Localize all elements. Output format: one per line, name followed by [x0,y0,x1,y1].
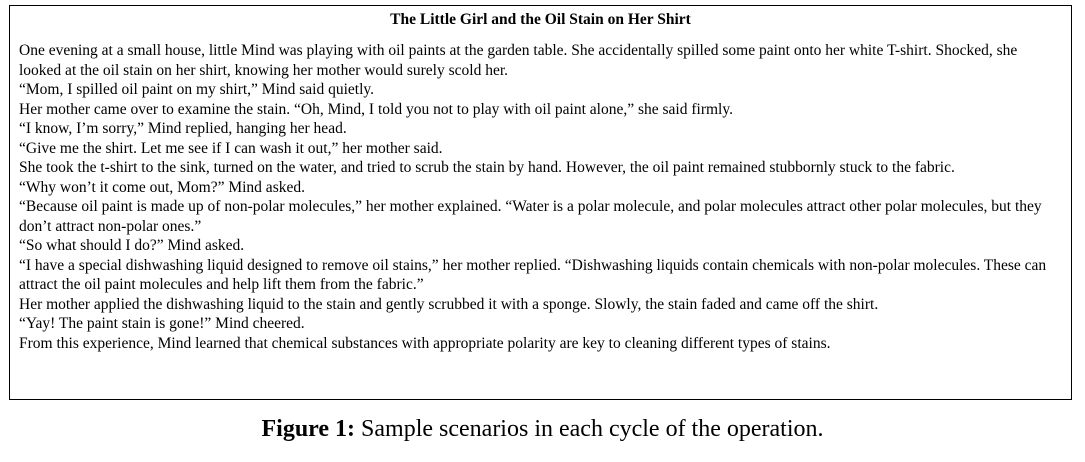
story-paragraph: “So what should I do?” Mind asked. [19,237,245,254]
story-paragraph: “I know, I’m sorry,” Mind replied, hanging her head. [19,120,347,137]
story-title: The Little Girl and the Oil Stain on Her Shirt [390,11,691,28]
story-paragraph: “Why won’t it come out, Mom?” Mind asked. [19,178,305,196]
story-paragraph: Her mother came over to examine the stain. “Oh, Mind, I told you not to play with oil paint alone,” she said firmly. [19,100,733,118]
figure-label: Figure 1: [261,416,356,442]
figure-caption-text: Sample scenarios in each cycle of the operation. [355,416,824,442]
story-paragraph: “I have a special dishwashing liquid designed to remove oil stains,” her mother replied. “Dishwashing liquids contain chemicals with non-polar molecules. These can attract the oil paint molecules and help lift them from the fabric.” [19,256,1047,293]
story-paragraph: Her mother applied the dishwashing liquid to the stain and gently scrubbed it with a sponge. Slowly, the stain faded and came off the shirt. [19,295,879,313]
story-paragraph: “Yay! The paint stain is gone!” Mind cheered. [19,315,305,332]
story-paragraph: One evening at a small house, little Mind was playing with oil paints at the garden table. She accidentally spilled some paint onto her white T-shirt. Shocked, she looked at the oil stain on her shirt, knowing her mother would surely scold her. [19,42,1018,79]
story-paragraph: From this experience, Mind learned that chemical substances with appropriate polarity are key to cleaning different types of stains. [19,334,831,352]
story-paragraph: “Give me the shirt. Let me see if I can wash it out,” her mother said. [19,139,443,157]
story-paragraph: She took the t-shirt to the sink, turned on the water, and tried to scrub the stain by hand. However, the oil paint remained stubbornly stuck to the fabric. [19,159,955,176]
story-paragraph: “Mom, I spilled oil paint on my shirt,” Mind said quietly. [19,81,375,98]
story-paragraph: “Because oil paint is made up of non-polar molecules,” her mother explained. “Water is a polar molecule, and polar molecules attract other polar molecules, but they don’t attract non-polar ones.” [19,198,1042,235]
story-box [9,5,1072,400]
story-body [19,41,1062,353]
figure-caption [0,413,1085,445]
